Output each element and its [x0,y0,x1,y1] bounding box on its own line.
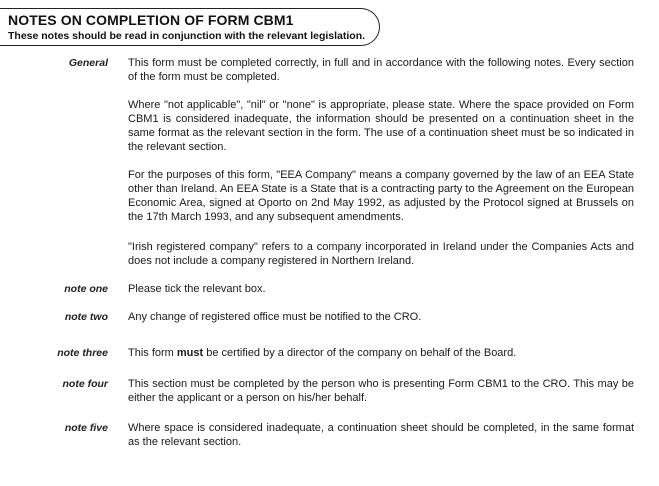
general-paragraph-1: This form must be completed correctly, in full and in accordance with the following notes. Every section of the form must be completed. [128,57,634,83]
general-paragraph-4: "Irish registered company" refers to a company incorporated in Ireland under the Companies Acts and does not include a company registered in Northern Ireland. [128,241,634,267]
general-paragraph-2: Where "not applicable", "nil" or "none" is appropriate, please state. Where the space provided on Form CBM1 is considered inadequate, the information should be presented on a continuation sheet in the same format as the relevant section in the form. The use of a continuation sheet must be so indicated in the relevant section. [128,99,634,153]
general-paragraph-3: For the purposes of this form, "EEA Company" means a company governed by the law of an EEA State other than Ireland. An EEA State is a State that is a contracting party to the Agreement on the European Economic Area, signed at Oporto on 2nd May 1992, as adjusted by the Protocol signed at Brussels on the 17th March 1993, and any subsequent amendments. [128,169,634,223]
note-three-text-after: be certified by a director of the company on behalf of the Board. [203,347,517,359]
note-two-label: note two [64,311,108,323]
note-five-label: note five [64,422,108,434]
note-three-text-bold: must [176,347,204,359]
page-title: NOTES ON COMPLETION OF FORM CBM1 [8,12,294,28]
note-one-text: Please tick the relevant box. [128,283,266,295]
note-five-text: Where space is considered inadequate, a continuation sheet should be completed, in the same format as the relevant section. [128,422,634,448]
note-one-label: note one [64,283,108,295]
page-subtitle: These notes should be read in conjunction with the relevant legislation. [8,30,366,42]
note-two-text: Any change of registered office must be notified to the CRO. [128,311,422,323]
note-four-text: This section must be completed by the person who is presenting Form CBM1 to the CRO. This may be either the applicant or a person on his/her behalf. [128,378,634,404]
note-three-label: note three [57,347,108,359]
general-label: General [68,57,108,69]
note-three-text-before: This form [128,347,177,359]
note-three-text [128,346,634,360]
note-four-label: note four [62,378,108,390]
